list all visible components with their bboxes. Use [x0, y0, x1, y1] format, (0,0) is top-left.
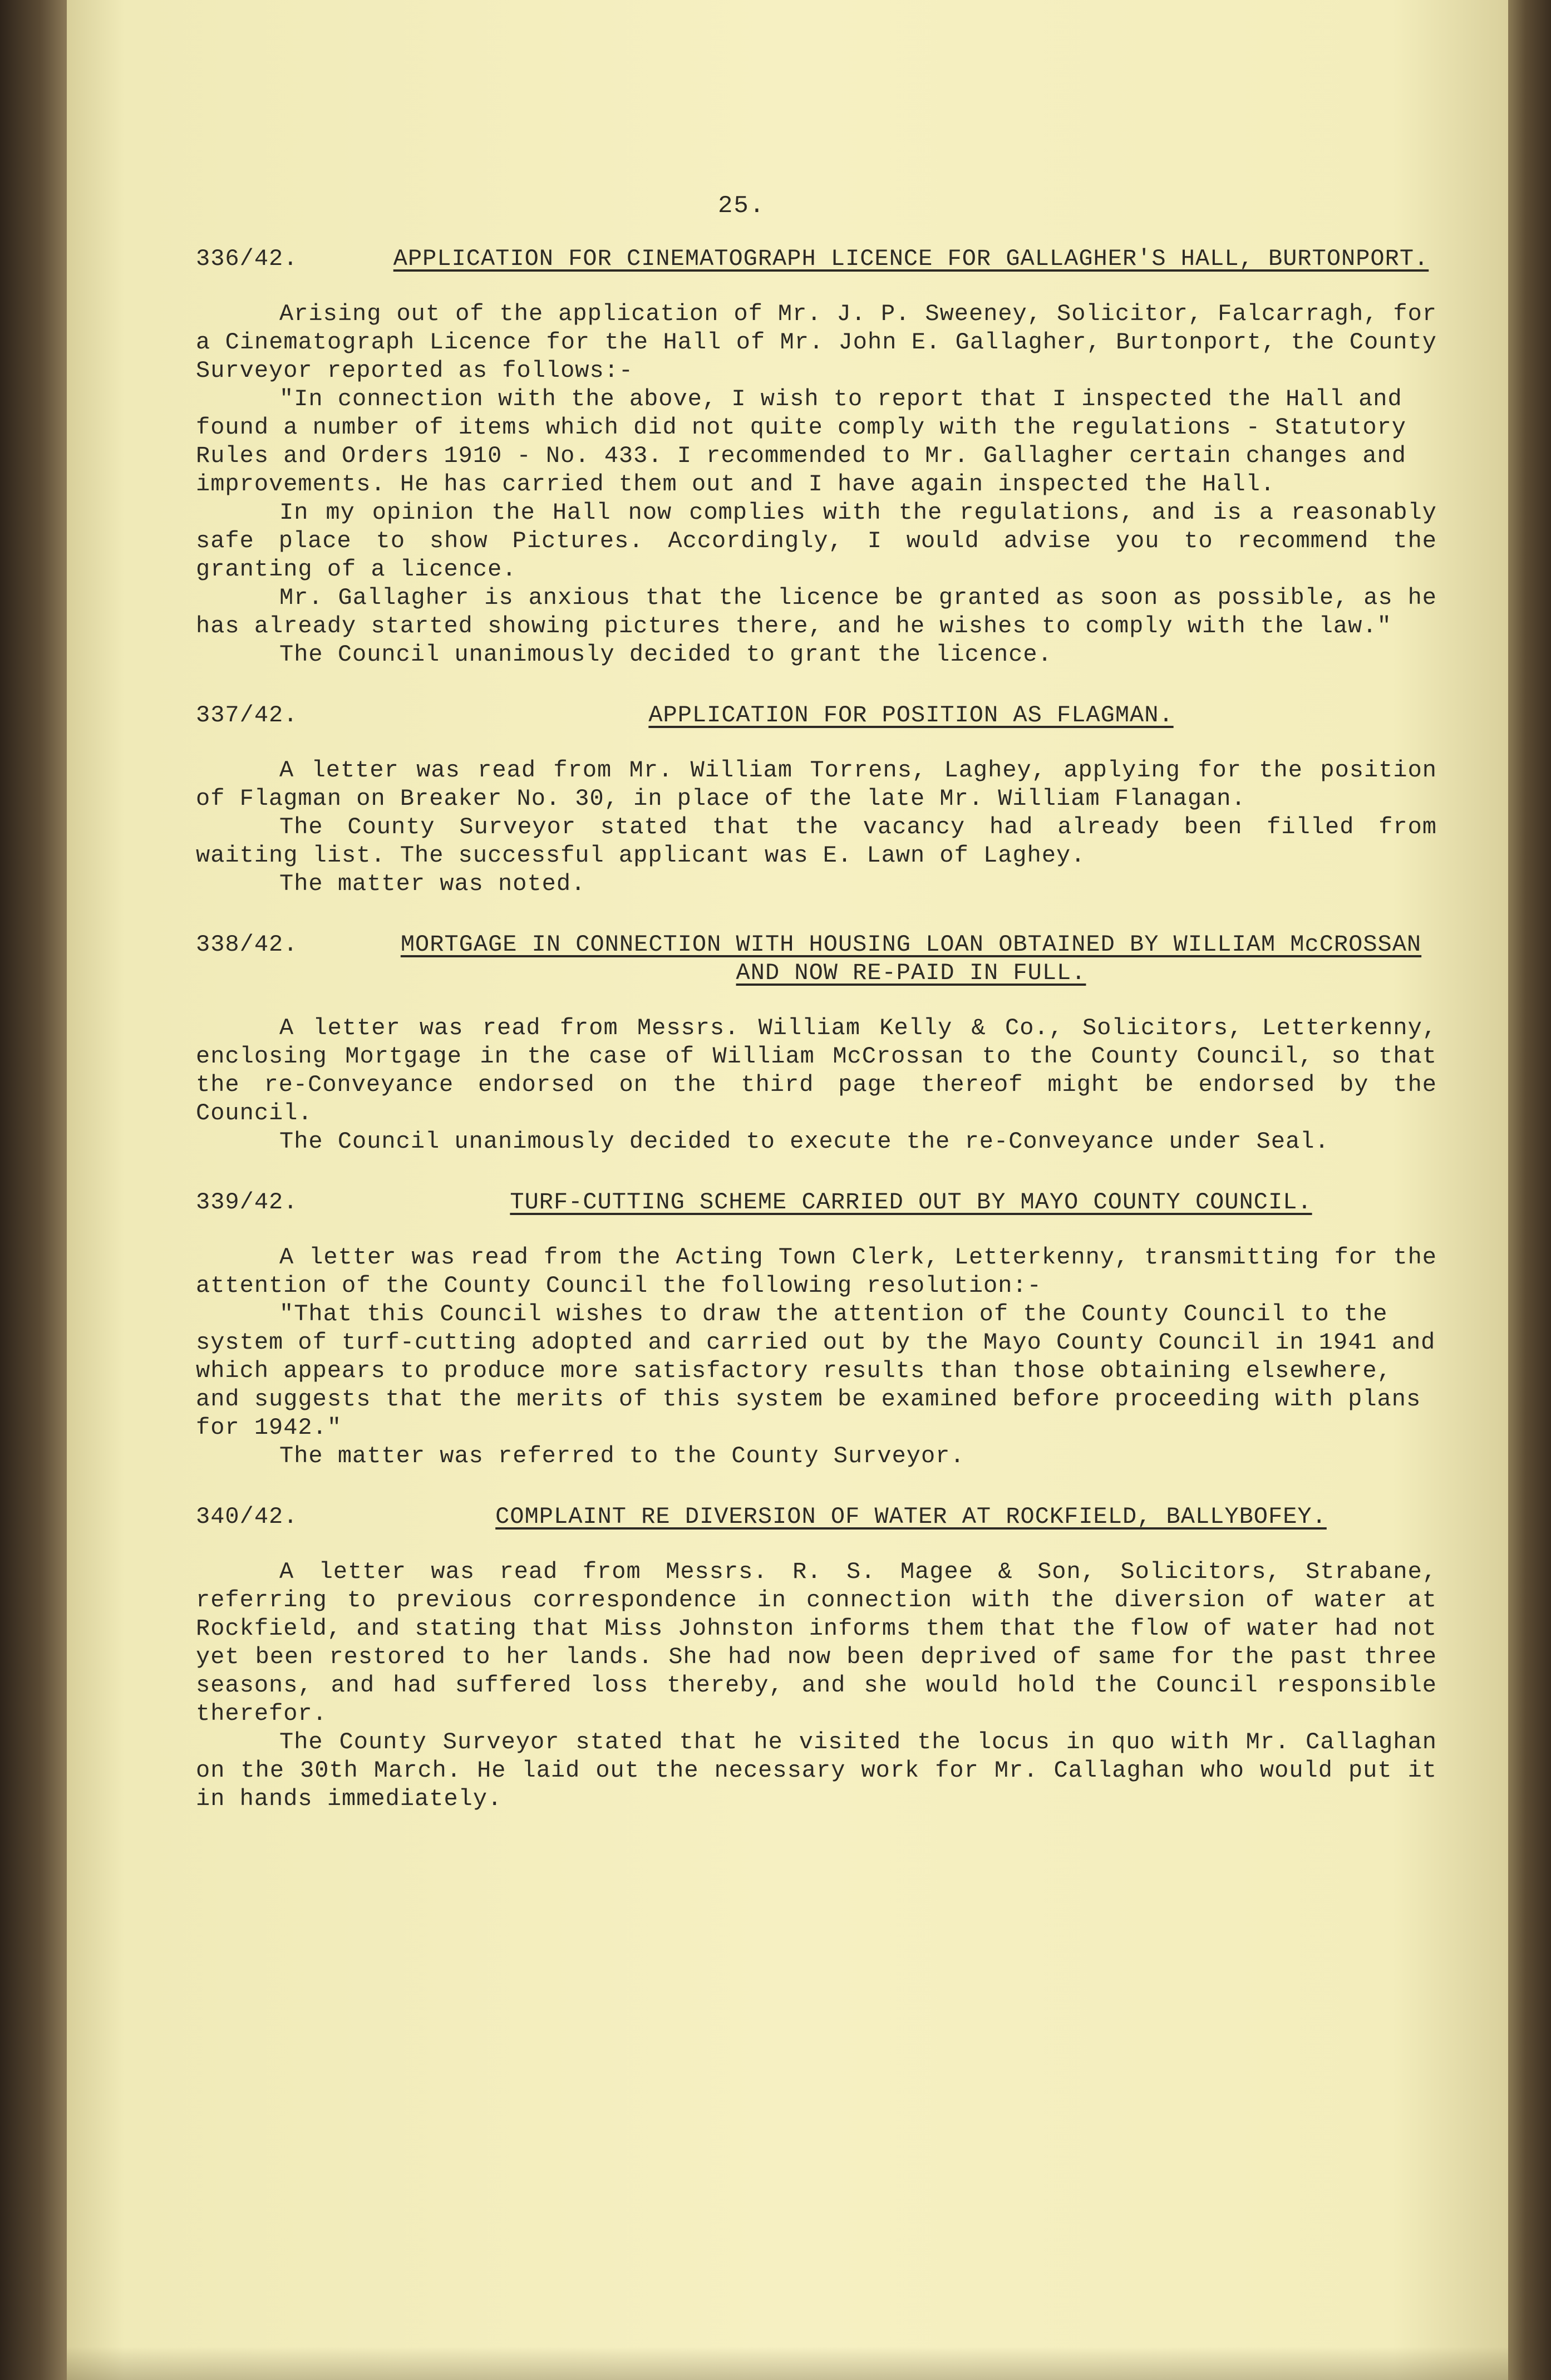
item-header: [196, 245, 1437, 273]
book-edge: [1508, 0, 1551, 2380]
item-title: MORTGAGE IN CONNECTION WITH HOUSING LOAN OBTAINED BY WILLIAM McCROSSAN AND NOW RE-PAID IN FULL.: [400, 931, 1422, 986]
paragraph: In my opinion the Hall now complies with the regulations, and is a reasonably safe place to show Pictures. Accordingly, I would advise you to recommend the granting of a licence.: [196, 499, 1437, 583]
paragraph: The Council unanimously decided to execute the re-Conveyance under Seal.: [279, 1128, 1330, 1155]
item-title: APPLICATION FOR POSITION AS FLAGMAN.: [648, 702, 1174, 729]
minute-item-338: [196, 931, 1437, 1156]
minutes-content: [196, 245, 1437, 1846]
item-title: COMPLAINT RE DIVERSION OF WATER AT ROCKFIELD, BALLYBOFEY.: [495, 1503, 1327, 1530]
document-page: [67, 0, 1508, 2380]
item-title: APPLICATION FOR CINEMATOGRAPH LICENCE FOR GALLAGHER'S HALL, BURTONPORT.: [393, 245, 1429, 272]
paragraph: The Council unanimously decided to grant the licence.: [279, 641, 1052, 668]
minute-item-340: [196, 1503, 1437, 1813]
item-header: [196, 1188, 1437, 1217]
page-bottom-shadow: [67, 2347, 1508, 2380]
paragraph: The County Surveyor stated that the vacancy had already been filled from waiting list. The successful applicant was E. Lawn of Laghey.: [196, 814, 1437, 869]
item-title: TURF-CUTTING SCHEME CARRIED OUT BY MAYO COUNTY COUNCIL.: [510, 1189, 1312, 1216]
paragraph: "In connection with the above, I wish to report that I inspected the Hall and found a number of items which did not quite comply with the regulations - Statutory Rules and Orders 1910 - No. 433. I recommended to Mr. Gallagher certain changes and improvements. He has carried them out and I have again inspected the Hall.: [196, 386, 1406, 498]
item-number: 339/42.: [196, 1189, 298, 1216]
paragraph: The matter was noted.: [279, 871, 586, 897]
paragraph: The matter was referred to the County Surveyor.: [279, 1443, 965, 1469]
paragraph: "That this Council wishes to draw the attention of the County Council to the system of turf-cutting adopted and carried out by the Mayo County Council in 1941 and which appears to produce more satisfactory results than those obtaining elsewhere, and suggests that the merits of this system be examined before proceeding with plans for 1942.": [196, 1301, 1436, 1441]
paragraph: Mr. Gallagher is anxious that the licence be granted as soon as possible, as he has already started showing pictures there, and he wishes to comply with the law.": [196, 584, 1437, 640]
minute-item-337: [196, 701, 1437, 898]
minute-item-339: [196, 1188, 1437, 1471]
item-number: 340/42.: [196, 1503, 298, 1530]
item-header: [196, 931, 1437, 987]
item-number: 337/42.: [196, 702, 298, 729]
minute-item-336: [196, 245, 1437, 669]
item-header: [196, 1503, 1437, 1531]
paragraph: Arising out of the application of Mr. J. P. Sweeney, Solicitor, Falcarragh, for a Cinematograph Licence for the Hall of Mr. John E. Gallagher, Burtonport, the County Surveyor reported as follows:-: [196, 301, 1437, 384]
item-header: [196, 701, 1437, 730]
paragraph: A letter was read from the Acting Town Clerk, Letterkenny, transmitting for the attention of the County Council the following resolution:-: [196, 1244, 1437, 1299]
paragraph: The County Surveyor stated that he visited the locus in quo with Mr. Callaghan on the 30th March. He laid out the necessary work for Mr. Callaghan who would put it in hands immediately.: [196, 1729, 1437, 1812]
paragraph: A letter was read from Messrs. R. S. Magee & Son, Solicitors, Strabane, referring to previous correspondence in connection with the diversion of water at Rockfield, and stating that Miss Johnston informs them that the flow of water had not yet been restored to her lands. She had now been deprived of same for the past three seasons, and had suffered loss thereby, and she would hold the Council responsible therefor.: [196, 1558, 1437, 1727]
paragraph: A letter was read from Mr. William Torrens, Laghey, applying for the position of Flagman on Breaker No. 30, in place of the late Mr. William Flanagan.: [196, 757, 1437, 812]
paragraph: A letter was read from Messrs. William Kelly & Co., Solicitors, Letterkenny, enclosing Mortgage in the case of William McCrossan to the County Council, so that the re-Conveyance endorsed on the third page thereof might be endorsed by the Council.: [196, 1015, 1437, 1127]
book-binding: [0, 0, 67, 2380]
page-number: 25.: [718, 192, 766, 220]
item-number: 336/42.: [196, 245, 298, 272]
item-number: 338/42.: [196, 931, 298, 958]
